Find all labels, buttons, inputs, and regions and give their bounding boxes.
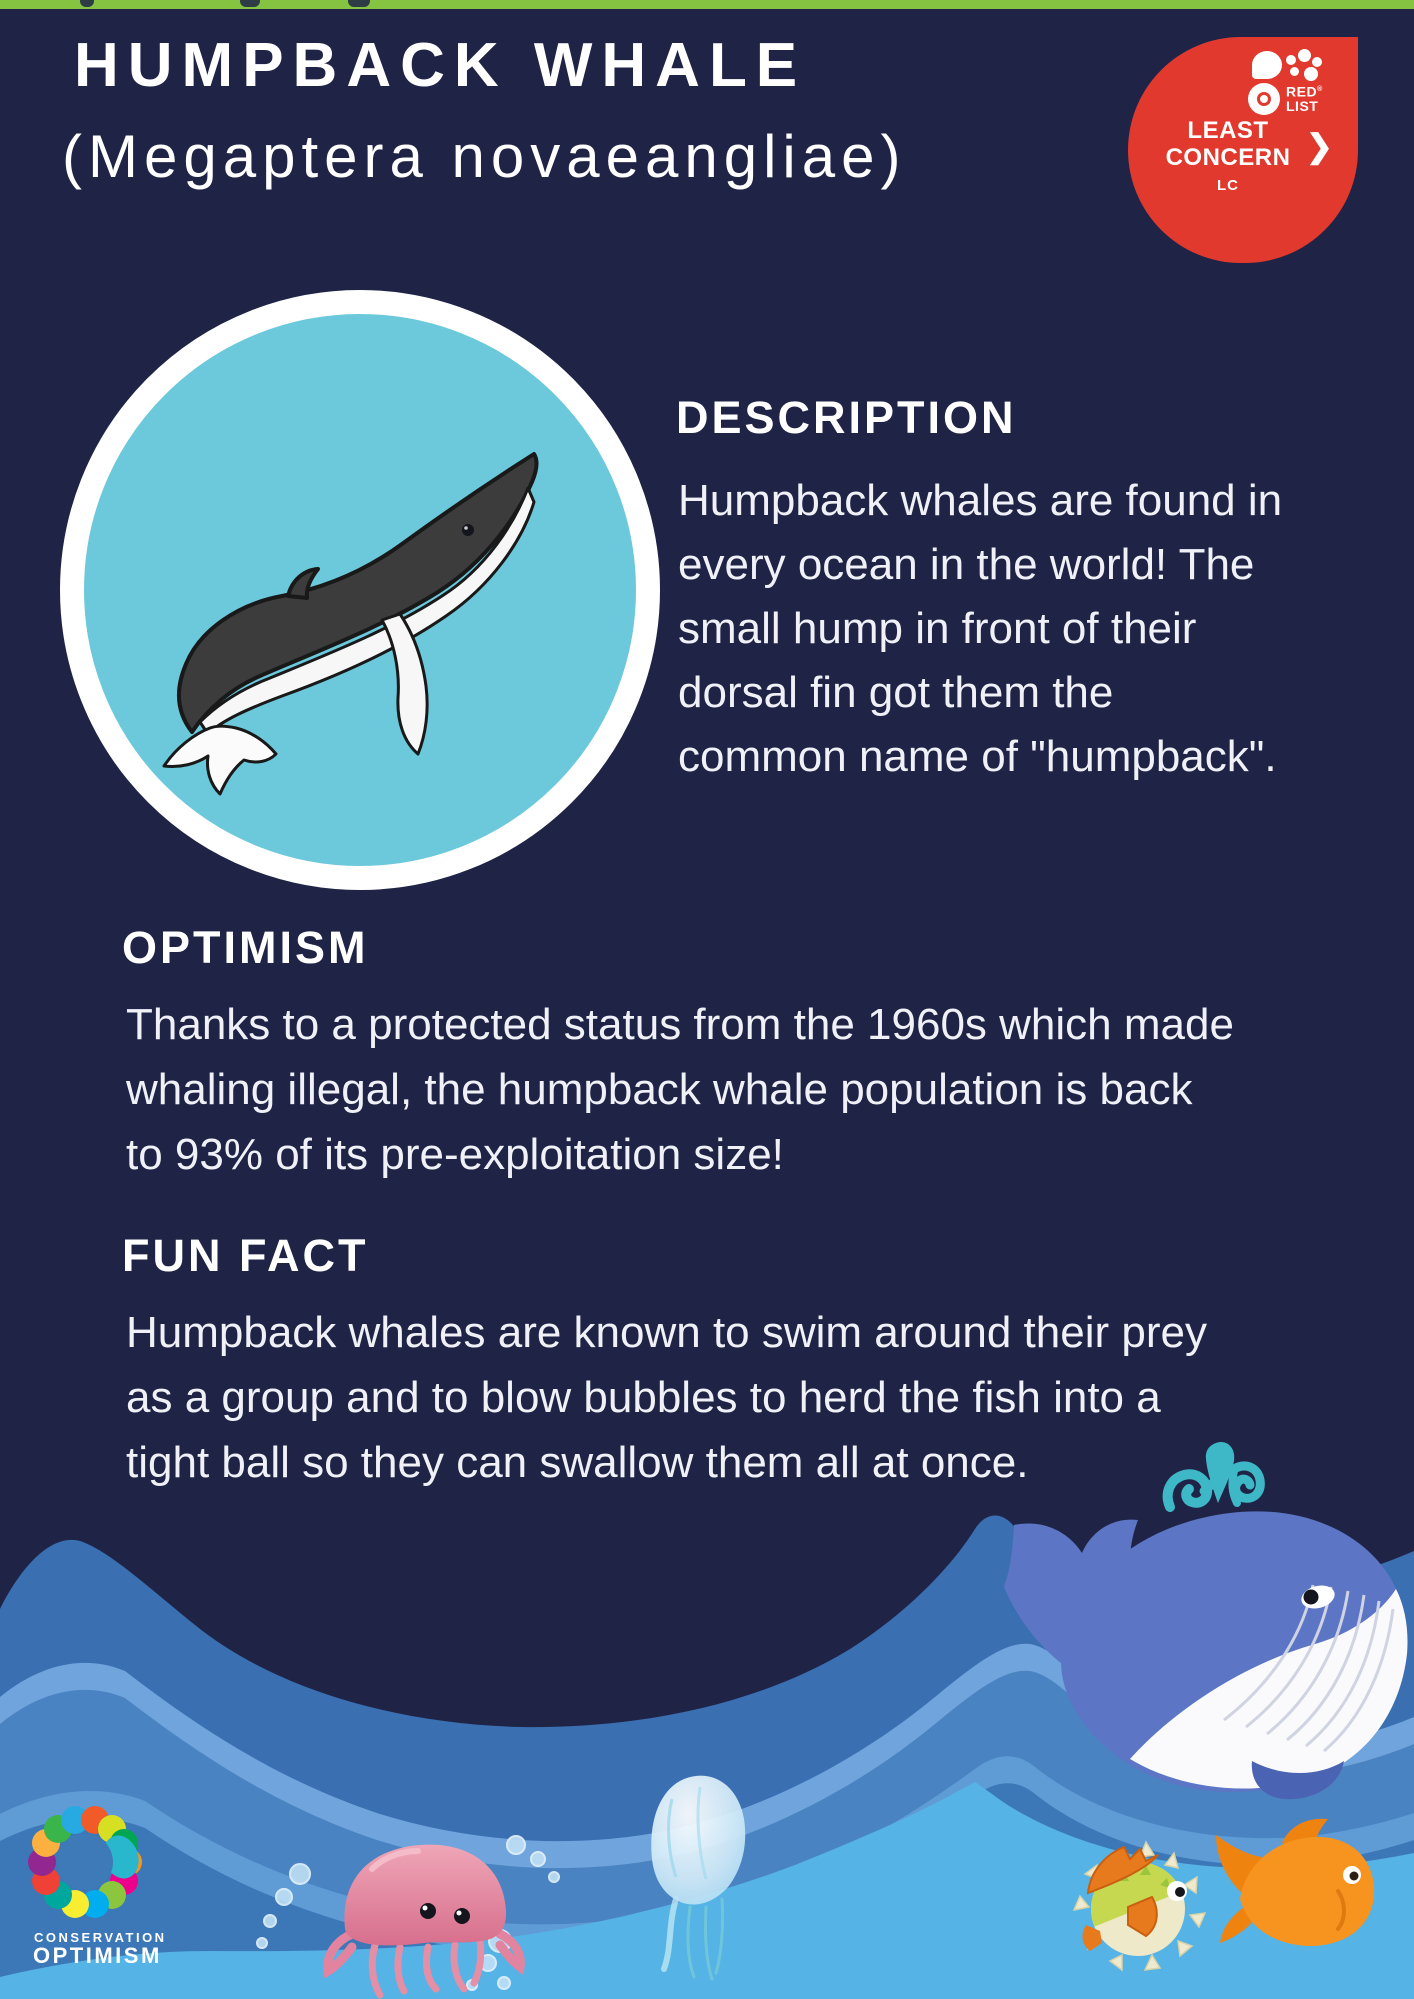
- species-photo-circle: [60, 290, 660, 890]
- footer-logo-line1: CONSERVATION: [34, 1930, 167, 1945]
- page-title: HUMPBACK WHALE: [74, 31, 807, 100]
- fun-fact-line: Humpback whales are known to swim around their prey: [126, 1308, 1207, 1357]
- fun-fact-heading: FUN FACT: [122, 1230, 369, 1281]
- description-heading: DESCRIPTION: [676, 392, 1017, 443]
- status-code: LC: [1217, 177, 1239, 194]
- description-line: every ocean in the world! The: [678, 540, 1255, 589]
- description-line: common name of "humpback".: [678, 732, 1277, 781]
- ocean-scene: [0, 1429, 1414, 1999]
- optimism-heading: OPTIMISM: [122, 922, 369, 973]
- red-list-logo-icon: [1244, 49, 1344, 125]
- whale-spout-icon: [1168, 1442, 1261, 1507]
- footer-logo-line2: OPTIMISM: [33, 1943, 162, 1968]
- optimism-line: whaling illegal, the humpback whale population is back: [126, 1065, 1193, 1114]
- optimism-line: to 93% of its pre-exploitation size!: [126, 1130, 784, 1179]
- strip-mark: [80, 0, 94, 7]
- description-line: Humpback whales are found in: [678, 476, 1283, 525]
- red-list-blob-icon: [1252, 51, 1282, 79]
- description-line: dorsal fin got them the: [678, 668, 1114, 717]
- description-line: small hump in front of their: [678, 604, 1197, 653]
- humpback-whale-illustration: [84, 314, 636, 866]
- red-list-wordmark: RED® LIST: [1286, 83, 1323, 114]
- iucn-seal-icon: [1248, 83, 1280, 115]
- iucn-status-badge[interactable]: [1128, 37, 1358, 263]
- fun-fact-line: as a group and to blow bubbles to herd the fish into a: [126, 1373, 1161, 1422]
- status-label: LEAST CONCERN: [1165, 117, 1291, 171]
- top-green-strip: [0, 0, 1414, 9]
- scientific-name: (Megaptera novaeangliae): [62, 123, 907, 190]
- strip-mark: [240, 0, 260, 7]
- strip-mark: [348, 0, 370, 7]
- chevron-right-icon[interactable]: ❯: [1306, 128, 1333, 164]
- fun-fact-line: tight ball so they can swallow them all at once.: [126, 1438, 1029, 1487]
- optimism-line: Thanks to a protected status from the 1960s which made: [126, 1000, 1234, 1049]
